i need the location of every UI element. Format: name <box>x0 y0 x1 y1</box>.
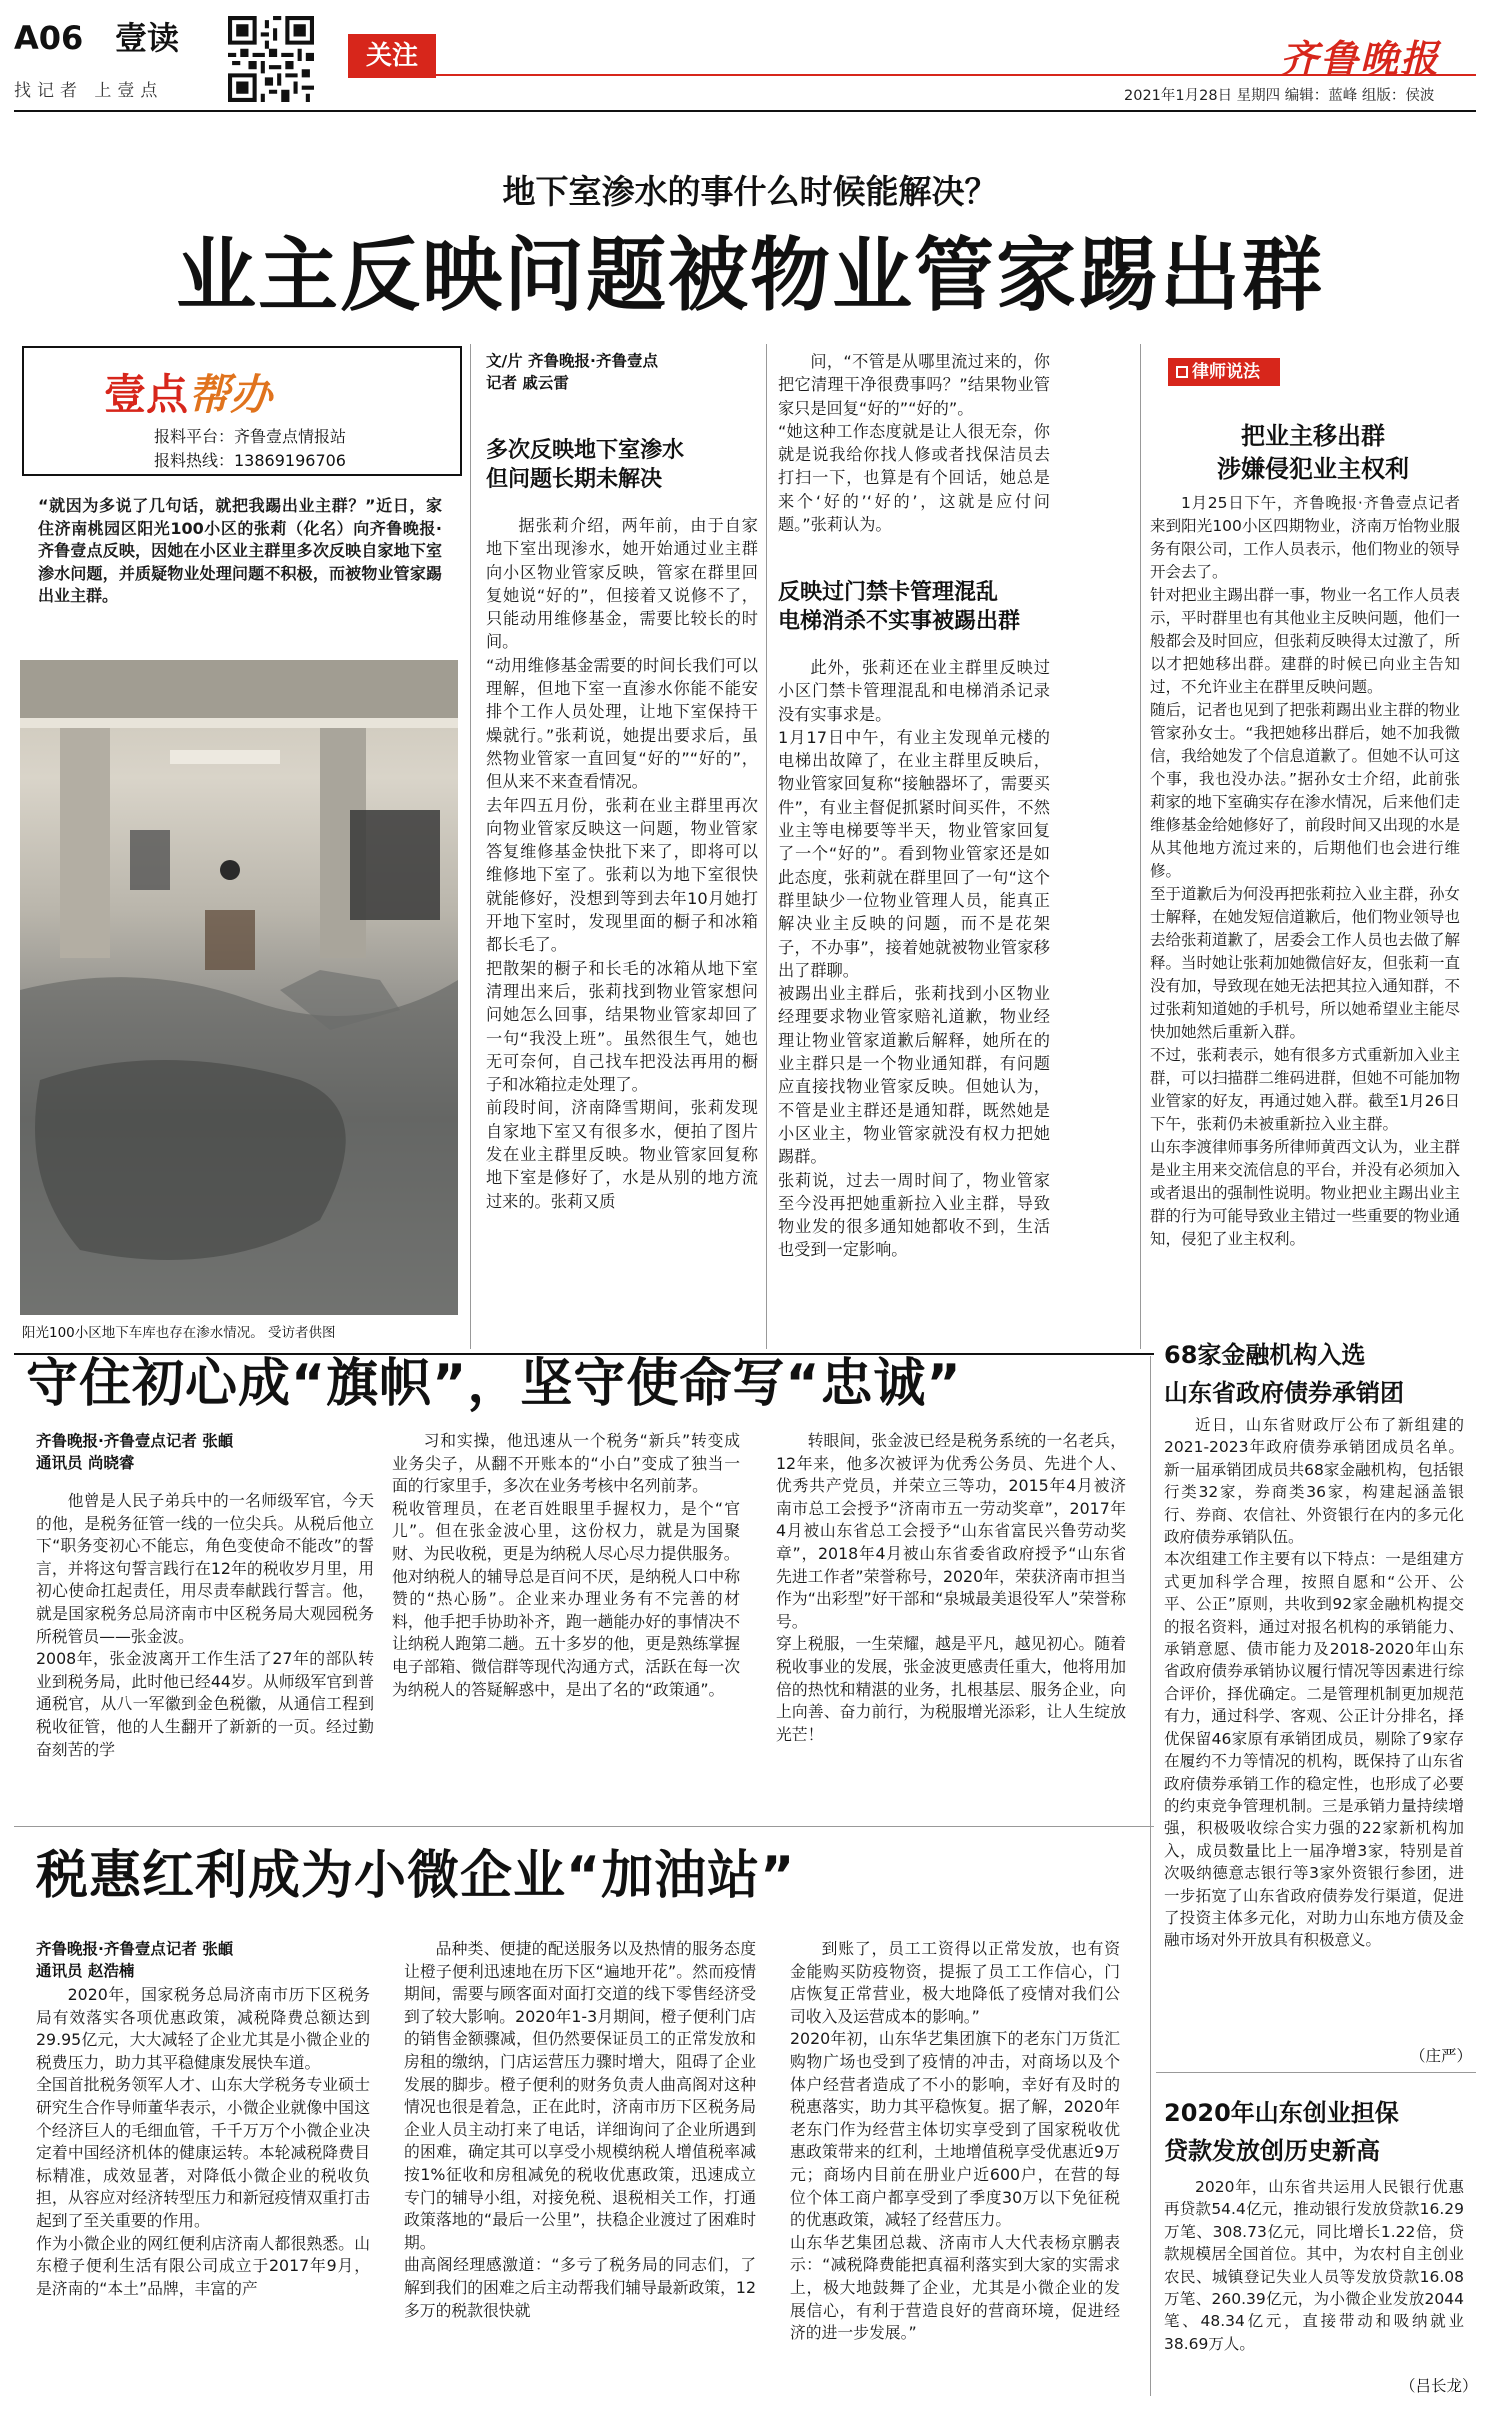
right-rail-divider <box>1150 1356 1151 2396</box>
lawyer-tag <box>1168 358 1280 386</box>
subhead-1: 多次反映地下室渗水 但问题长期未解决 <box>486 438 685 492</box>
side2-headline: 2020年山东创业担保 贷款发放创历史新高 <box>1164 2099 1399 2165</box>
side2-body: 2020年，山东省共运用人民银行优惠再贷款54.4亿元，推动银行发放贷款16.29万笔、308.73亿元，同比增长1.22倍，贷款规模居全国首位。其中，为农村自主创业农民、城镇登记失业人员等发放贷款16.08万笔、260.39亿元，为小微企业发放2044笔、48.34亿元，直接带动和吸纳就业38.69万人。 <box>1164 2178 1464 2353</box>
brand-logo-a: 壹点 <box>104 370 189 419</box>
rail-divider <box>1156 2072 1476 2073</box>
side1-signature: （庄严） <box>1410 2047 1473 2065</box>
page-number: A06 <box>14 19 84 57</box>
byline: 文/片 齐鲁晚报·齐鲁壹点 记者 戚云雷 <box>486 352 658 392</box>
lawyer-tag-label: 律师说法 <box>1192 362 1260 382</box>
body-col-2: 习和实操，他迅速从一个税务“新兵”转变成业务尖子，从翻不开账本的“小白”变成了独当一面的行家里手，多次在业务考核中名列前茅。 税收管理员，在老百姓眼里手握权力，是个“官儿”。但在张金波心里，这份权力，就是为国聚财、为民收税，更是为纳税人尽心尽力提供服务。 他对纳税人的辅导总是百问不厌，是纳税人口中称赞的“热心肠”。企业来办理业务有不完善的材料，他手把手协助补齐，跑一趟能办好的事情决不让纳税人跑第二趟。五十多岁的他，更是熟练掌握电子部箱、微信群等现代沟通方式，活跃在每一次为纳税人的答疑解惑中，是出了名的“政策通”。 <box>392 1431 740 1699</box>
lawyer-title: 把业主移出群 涉嫌侵犯业主权利 <box>1217 422 1409 483</box>
garage-photo <box>20 660 458 1315</box>
body-col-3: 到账了，员工工资得以正常发放，也有资金能购买防疫物资，提振了员工工作信心，门店恢复正常营业，极大地降低了疫情对我们公司收入及运营成本的影响。” 2020年初，山东华艺集团旗下的老东门万货汇购物广场也受到了疫情的冲击，对商场以及个体户经营者造成了不小的影响，幸好有及时的税惠落实，助力其平稳恢复。据了解，2020年老东门作为经营主体切实享受到了国家税收优惠政策带来的红利，土地增值税享受优惠近9万元；商场内目前在册业户近600户，在营的每位个体工商户都享受到了季度30万以下免征税的优惠政策，减轻了经营压力。 山东华艺集团总裁、济南市人大代表杨京鹏表示：“减税降费能把真福利落实到大家的实需求上，极大地鼓舞了企业，尤其是小微企业的发展信心，有利于营造良好的营商环境，促进经济的进一步发展。” <box>790 1939 1120 2343</box>
headline: 守住初心成“旗帜”，坚守使命写“忠诚” <box>26 1354 962 1414</box>
subhead-2: 反映过门禁卡管理混乱 电梯消杀不实事被踢出群 <box>778 580 1021 634</box>
side1-headline: 68家金融机构入选 山东省政府债券承销团 <box>1164 1341 1404 1407</box>
section-name: 壹读 <box>115 19 180 57</box>
date-line: 2021年1月28日 星期四 编辑：蓝峰 组版：侯波 <box>1124 88 1435 104</box>
header-divider <box>14 110 1476 112</box>
side2-signature: （吕长龙） <box>1400 2377 1478 2395</box>
brand-box <box>22 346 462 476</box>
col-divider <box>766 344 767 1349</box>
column-tag-label: 关注 <box>365 41 418 71</box>
lead-paragraph: “就因为多说了几句话，就把我踢出业主群？”近日，家住济南桃园区阳光100小区的张莉（化名）向齐鲁晚报·齐鲁壹点反映，因她在小区业主群里多次反映自家地下室渗水问题，并质疑物业处理问题不积极，而被物业管家踢出业主群。 <box>38 496 442 605</box>
slogan: 找记者 上壹点 <box>14 81 164 101</box>
body-col-2b: 此外，张莉还在业主群里反映过小区门禁卡管理混乱和电梯消杀记录没有实事求是。 1月17日中午，有业主发现单元楼的电梯出故障了，在业主群里反映后，物业管家回复称“接触器坏了，需要买件”，有业主督促抓紧时间买件，不然业主等电梯要等半天，物业管家回复了一个“好的”。看到物业管家还是如此态度，张莉就在群里回了一句“这个群里缺少一位物业管理人员，能真正解决业主反映的问题，而不是花架子，不办事”，接着她就被物业管家移出了群聊。 被踢出业主群后，张莉找到小区物业经理要求物业管家赔礼道歉，物业经理让物业管家道歉后解释，她所在的业主群只是一个物业通知群，有问题应直接找物业管家反映。但她认为，不管是业主群还是通知群，既然她是小区业主，物业管家就没有权力把她踢群。 张莉说，过去一周时间了，物业管家至今没再把她重新拉入业主群，导致物业发的很多通知她都收不到，生活也受到一定影响。 <box>778 658 1050 1260</box>
scale-icon <box>1176 366 1188 378</box>
col-divider <box>470 344 471 1349</box>
photo-caption: 阳光100小区地下车库也存在渗水情况。 受访者供图 <box>22 1325 336 1341</box>
body-col-1: 据张莉介绍，两年前，由于自家地下室出现渗水，她开始通过业主群向小区物业管家反映，管家在群里回复她说“好的”，但接着又说修不了，只能动用维修基金，需要比较长的时间。 “动用维修基金需要的时间长我们可以理解，但地下室一直渗水你能不能安排个工作人员处理，让地下室保持干燥就行。”张莉说，她提出要求后，虽然物业管家一直回复“好的”“好的”，但从来不来查看情况。 去年四五月份，张莉在业主群里再次向物业管家反映这一问题，物业管家答复维修基金快批下来了，即将可以维修地下室了。张莉以为地下室很快就能修好，没想到等到去年10月她打开地下室时，发现里面的橱子和冰箱都长毛了。 把散架的橱子和长毛的冰箱从地下室清理出来后，张莉找到物业管家想问问她怎么回事，结果物业管家却回了一句“我没上班”。虽然很生气，她也无可奈何，自己找车把没法再用的橱子和冰箱拉走处理了。 前段时间，济南降雪期间，张莉发现自家地下室又有很多水，便拍了图片发在业主群里反映。物业管家回复称地下室是修好了，水是从别的地方流过来的。张莉又质 <box>486 516 758 1211</box>
column-tag <box>348 34 436 78</box>
headline: 税惠红利成为小微企业“加油站” <box>36 1846 796 1906</box>
body-col-3: 转眼间，张金波已经是税务系统的一名老兵，12年来，他多次被评为优秀公务员、先进个人、优秀共产党员，并荣立三等功，2015年4月被济南市总工会授予“济南市五一劳动奖章”，2017年4月被山东省总工会授予“山东省富民兴鲁劳动奖章”，2018年4月被山东省委省政府授予“山东省先进工作者”荣誉称号，2020年，荣获济南市担当作为“出彩型”好干部和“泉城最美退役军人”荣誉称号。 穿上税服，一生荣耀，越是平凡，越见初心。随着税收事业的发展，张金波更感责任重大，他将用加倍的热忱和精湛的业务，扎根基层、服务企业，向上向善、奋力前行，为税服增光添彩，让人生绽放光芒！ <box>776 1431 1126 1744</box>
side1-body: 近日，山东省财政厅公布了新组建的2021-2023年政府债券承销团成员名单。新一届承销团成员共68家金融机构，包括银行类32家，券商类36家，构建起涵盖银行、券商、农信社、外资银行在内的多元化政府债券承销队伍。 本次组建工作主要有以下特点：一是组建方式更加科学合理，按照自愿和“公开、公平、公正”原则，共收到92家金融机构提交的报名资料，通过对报名机构的承销能力、承销意愿、债市能力及2018-2020年山东省政府债券承销协议履行情况等因素进行综合评价，择优确定。二是管理机制更加规范有力，通过科学、客观、公正计分排名，择优保留46家原有承销团成员，剔除了9家存在履约不力等情况的机构，既保持了山东省政府债券承销工作的稳定性，也形成了必要的约束竞争管理机制。三是承销力量持续增强，积极吸收综合实力强的22家新机构加入，成员数量比上一届净增3家，特别是首次吸纳德意志银行等3家外资银行参团，进一步拓宽了山东省政府债券发行渠道，促进了投资主体多元化，对助力山东地方债及金融市场对外开放具有积极意义。 <box>1164 1416 1464 1950</box>
section-divider <box>14 1826 1154 1827</box>
lawyer-body: 1月25日下午，齐鲁晚报·齐鲁壹点记者来到阳光100小区四期物业，济南万怡物业服务有限公司，工作人员表示，他们物业的领导开会去了。 针对把业主踢出群一事，物业一名工作人员表示，平时群里也有其他业主反映问题，他们一般都会及时回应，但张莉反映得太过激了，所以才把她移出群。建群的时候已向业主告知过，不允许业主在群里反映问题。 随后，记者也见到了把张莉踢出业主群的物业管家孙女士。“我把她移出群后，她不加我微信，我给她发了个信息道歉了。但她不认可这个事，我也没办法。”据孙女士介绍，此前张莉家的地下室确实存在渗水情况，后来他们走维修基金给她修好了，前段时间又出现的水是从其他地方流过来的，后期他们也会进行维修。 至于道歉后为何没再把张莉拉入业主群，孙女士解释，在她发短信道歉后，他们物业领导也去给张莉道歉了，居委会工作人员也去做了解释。当时她让张莉加她微信好友，但张莉一直没有加，导致现在她无法把其拉入通知群，不过张莉知道她的手机号，所以她希望业主能尽快加她然后重新入群。 不过，张莉表示，她有很多方式重新加入业主群，可以扫描群二维码进群，但她不可能加物业管家的好友，再通过她入群。截至1月26日下午，张莉仍未被重新拉入业主群。 山东李渡律师事务所律师黄西文认为，业主群是业主用来交流信息的平台，并没有必须加入或者退出的强制性说明。物业把业主踢出业主群的行为可能导致业主错过一些重要的物业通知，侵犯了业主权利。 <box>1150 494 1461 1248</box>
body-col-1: 2020年，国家税务总局济南市历下区税务局有效落实各项优惠政策，减税降费总额达到29.95亿元，大大减轻了企业尤其是小微企业的税费压力，助力其平稳健康发展快车道。 全国首批税务领军人才、山东大学税务专业硕士研究生合作导师董华表示，小微企业就像中国这个经济巨人的毛细血管，千千万万个小微企业决定着中国经济机体的健康运转。本轮减税降费目标精准，成效显著，对降低小微企业的税收负担，从容应对经济转型压力和新冠疫情双重打击起到了至关重要的作用。 作为小微企业的网红便利店济南人都很熟悉。山东橙子便利生活有限公司成立于2017年9月，是济南的“本土”品牌，丰富的产 <box>36 1985 370 2298</box>
platform-label: 报料平台：齐鲁壹点情报站 <box>154 427 347 446</box>
byline: 齐鲁晚报·齐鲁壹点记者 张頔 通讯员 赵浩楠 <box>36 1940 234 1980</box>
body-col-1: 他曾是人民子弟兵中的一名师级军官，今天的他，是税务征管一线的一位尖兵。从税后他立下“职务变初心不能忘，角色变使命不能改”的誓言，并将这句誓言践行在12年的税收岁月里，用初心使命扛起责任，用尽责奉献践行誓言。他，就是国家税务总局济南市中区税务局大观园税务所税管员——张金波。 2008年，张金波离开工作生活了27年的部队转业到税务局，此时他已经44岁。从师级军官到普通税官，从八一军徽到金色税徽，从通信工程到税收征管，他的人生翻开了新新的一页。经过勤奋刻苦的学 <box>36 1491 374 1759</box>
paper-logo: 齐鲁晚报 <box>1280 36 1441 81</box>
hotline-label: 报料热线：13869196706 <box>154 451 346 470</box>
brand-logo-b: 帮办 <box>188 370 273 419</box>
kicker: 地下室渗水的事什么时候能解决？ <box>502 172 998 211</box>
qr-code-icon[interactable] <box>228 16 314 102</box>
body-col-2: 品种类、便捷的配送服务以及热情的服务态度让橙子便利迅速地在历下区“遍地开花”。然而疫情期间，需要与顾客面对面打交道的线下零售经济受到了较大影响。2020年1-3月期间，橙子便利门店的销售金额骤减，但仍然要保证员工的正常发放和房租的缴纳，门店运营压力骤时增大，阻碍了企业发展的脚步。橙子便利的财务负责人曲高阁对这种情况也很是着急，正在此时，济南市历下区税务局企业人员主动打来了电话，详细询问了企业所遇到的困难，确定其可以享受小规模纳税人增值税率减按1%征收和房租减免的税收优惠政策，迅速成立专门的辅导小组，对接免税、退税相关工作，打通政策落地的“最后一公里”，扶稳企业渡过了困难时期。 曲高阁经理感激道：“多亏了税务局的同志们，了解到我们的困难之后主动帮我们辅导最新政策，12多万的税款很快就 <box>404 1939 756 2320</box>
brand-logo <box>104 362 272 422</box>
headline: 业主反映问题被物业管家踢出群 <box>176 229 1324 322</box>
body-col-2a: 问，“不管是从哪里流过来的，你把它清理干净很费事吗？”结果物业管家只是回复“好的”“好的”。 “她这种工作态度就是让人很无奈，你就是说我给你找人修或者找保洁员去打扫一下，也算是有个回话，她总是来个‘好的’‘好的’，这就是应付问题。”张莉认为。 <box>778 352 1050 535</box>
byline: 齐鲁晚报·齐鲁壹点记者 张頔 通讯员 尚晓睿 <box>36 1432 234 1472</box>
